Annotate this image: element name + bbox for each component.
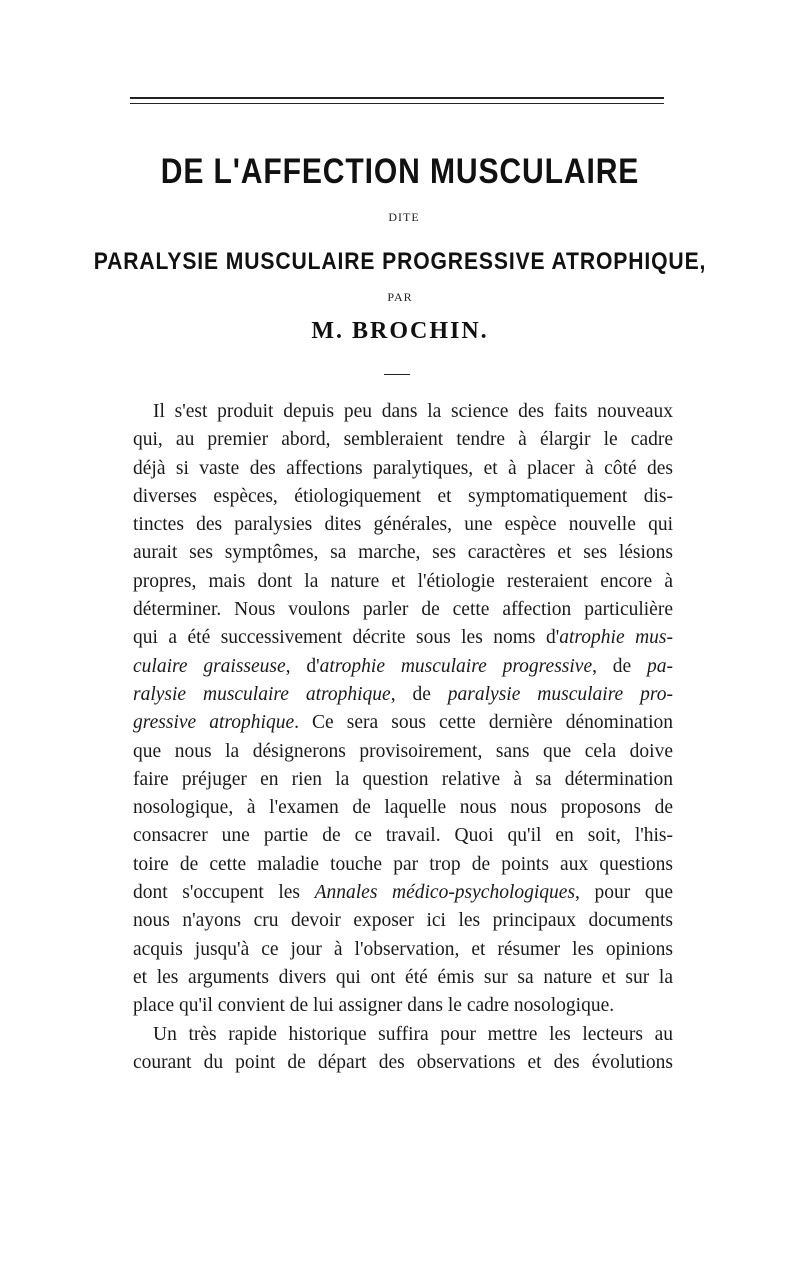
text-line (133, 681, 673, 709)
header-rule-thick (130, 97, 664, 99)
italic-run: ralysie musculaire atrophique (133, 683, 391, 705)
section-divider (384, 374, 410, 375)
header-rule-thin (130, 103, 664, 104)
text-line: nous n'ayons cru devoir exposer ici les principaux documents (133, 910, 673, 932)
text-run: dont s'occupent les (133, 882, 315, 904)
byline-par: PAR (387, 290, 413, 304)
text-line: et les arguments divers qui ont été émis sur sa nature et sur la (133, 966, 673, 988)
author-name: M. BROCHIN. (311, 318, 489, 344)
italic-run: Annales médico-psychologiques (314, 882, 576, 904)
text-line: consacrer une partie de ce travail. Quoi qu'il en soit, l'his- (133, 825, 673, 847)
text-line: Il s'est produit depuis peu dans la science des faits nouveaux (153, 401, 673, 422)
text-run: , pour que (575, 882, 673, 904)
text-line: place qu'il convient de lui assigner dans le cadre nosologique. (133, 995, 615, 1017)
text-line: aurait ses symptômes, sa marche, ses caractères et ses lésions (133, 542, 673, 564)
text-line: déterminer. Nous voulons parler de cette affection particulière (133, 599, 673, 621)
text-line: diverses espèces, étiologiquement et symptomatiquement dis- (133, 485, 673, 507)
text-line: toire de cette maladie touche par trop de points aux questions (133, 853, 673, 875)
article-title: DE L'AFFECTION MUSCULAIRE (160, 152, 640, 191)
text-line: faire préjuger en rien la question relative à sa détermination (133, 768, 673, 790)
text-line: acquis jusqu'à ce jour à l'observation, et résumer les opinions (133, 938, 673, 960)
title-connector-dite: DITE (388, 210, 420, 224)
italic-run: gressive atrophique (133, 712, 295, 734)
text-line (133, 624, 673, 652)
text-line (133, 879, 673, 907)
italic-run: atrophie musculaire progressive (319, 655, 593, 677)
article-subtitle: PARALYSIE MUSCULAIRE PROGRESSIVE ATROPHIQUE, (93, 248, 707, 275)
text-run: qui a été successivement décrite sous les noms d' (133, 627, 560, 649)
italic-run: paralysie musculaire pro- (447, 683, 673, 705)
text-line: tinctes des paralysies dites générales, une espèce nouvelle qui (133, 514, 673, 536)
text-run: , de (390, 683, 448, 705)
text-line: qui, au premier abord, sembleraient tendre à élargir le cadre (133, 429, 673, 451)
text-line (133, 653, 673, 681)
text-line: Un très rapide historique suffira pour mettre les lecteurs au (153, 1023, 673, 1045)
text-line: nosologique, à l'examen de laquelle nous nous proposons de (133, 797, 673, 819)
text-run: , de (592, 655, 648, 677)
text-run: , d' (285, 655, 320, 677)
text-line: propres, mais dont la nature et l'étiologie resteraient encore à (133, 570, 673, 592)
text-line: courant du point de départ des observations et des évolutions (133, 1051, 673, 1073)
text-line: que nous la désignerons provisoirement, sans que cela doive (133, 740, 673, 762)
italic-run: pa- (647, 655, 674, 677)
italic-run: atrophie mus- (559, 627, 673, 649)
italic-run: culaire graisseuse (133, 655, 286, 677)
text-run: . Ce sera sous cette dernière dénomination (294, 712, 674, 734)
text-line (133, 709, 673, 737)
text-line: déjà si vaste des affections paralytiques, et à placer à côté des (133, 457, 673, 479)
body-paragraphs (133, 398, 673, 1077)
